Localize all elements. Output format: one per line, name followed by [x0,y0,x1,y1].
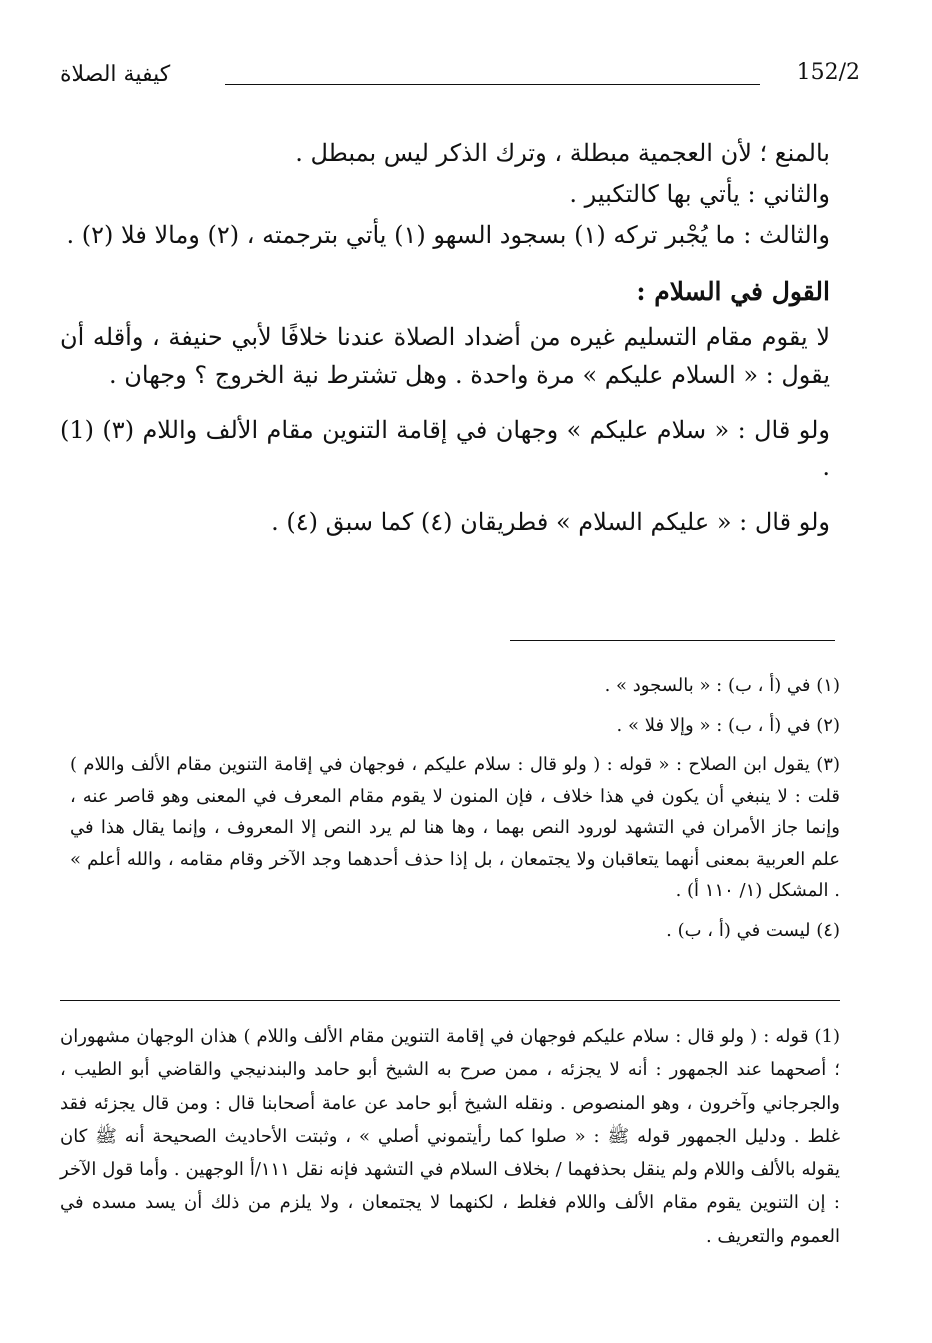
page-number: 152/2 [796,60,860,85]
editor-note: (1) قوله : ( ولو قال : سلام عليكم فوجهان في إقامة التنوين مقام الألف واللام ) هذان الوجهان مشهوران ؛ أصحهما عند الجمهور : أنه لا يجزئه ، ممن صرح به الشيخ أبو حامد والبندنيجي والقاضي أبو الطيب ، والجرجاني وآخرون ، وهو المنصوص . ونقله الشيخ أبو حامد عن عامة أصحابنا قال : ومن قال يجزئه فقد غلط . ودليل الجمهور قوله ﷺ : « صلوا كما رأيتموني أصلي » ، وثبتت الأحاديث الصحيحة أنه ﷺ كان يقوله بالألف واللام ولم ينقل بحذفهما / بخلاف السلام في التشهد فإنه نقل ١١١/أ الوجهين . وأما قول الآخر : إن التنوين يقوم مقام الألف واللام فغلط ، لكنهما لا يجتمعان ، ولا يلزم من ذلك أن يسد مسده في العموم والتعريف . [60,1026,840,1247]
footnote: (٣) يقول ابن الصلاح : « قوله : ( ولو قال : سلام عليكم ، فوجهان في إقامة التنوين مقام الألف واللام ) قلت : لا ينبغي أن يكون في هذا خلاف ، فإن المنون لا يقوم مقام المعرف في المعنى وهو قاصر عنه ، وإنما جاز الأمران في التشهد لورود النص بهما ، وها هنا لم يرد النص إلا المعروف ، وإنما يقال هذا في علم العربية بمعنى أنهما يتعاقبان ولا يجتمعان ، بل إذا حذف أحدهما وجد الآخر وقام مقامه ، والله أعلم » . المشكل (١/ ١١٠ أ) . [70,754,840,901]
footnote: (٢) في (أ ، ب) : « وإلا فلا » . [616,714,840,736]
paragraph: ولو قال : « عليكم السلام » فطريقان (٤) كما سبق (٤) . [271,508,830,537]
footnote: (١) في (أ ، ب) : « بالسجود » . [604,675,840,696]
section-heading: القول في السلام : [636,276,830,306]
header-rule [225,84,760,85]
paragraph: ولو قال : « سلام عليكم » وجهان في إقامة التنوين مقام الألف واللام (٣) (1) . [60,415,830,481]
paragraph: لا يقوم مقام التسليم غيره من أضداد الصلاة عندنا خلافًا لأبي حنيفة ، وأقله أن يقول : « السلام عليكم » مرة واحدة . وهل تشترط نية الخروج ؟ وجهان . [60,323,830,389]
paragraph: والثاني : يأتي بها كالتكبير . [569,180,830,209]
paragraph: بالمنع ؛ لأن العجمية مبطلة ، وترك الذكر ليس بمبطل . [295,139,830,167]
paragraph: والثالث : ما يُجْبر تركه (١) بسجود السهو (١) يأتي بترجمته ، (٢) ومالا فلا (٢) . [66,221,830,250]
running-header [60,58,860,98]
book-title: كيفية الصلاة [60,62,171,87]
footnote-separator [510,640,835,641]
main-text [60,135,830,559]
editor-notes [60,1020,840,1253]
editor-note-separator [60,1000,840,1001]
footnotes [70,670,840,954]
footnote: (٤) ليست في (أ ، ب) . [666,919,840,941]
